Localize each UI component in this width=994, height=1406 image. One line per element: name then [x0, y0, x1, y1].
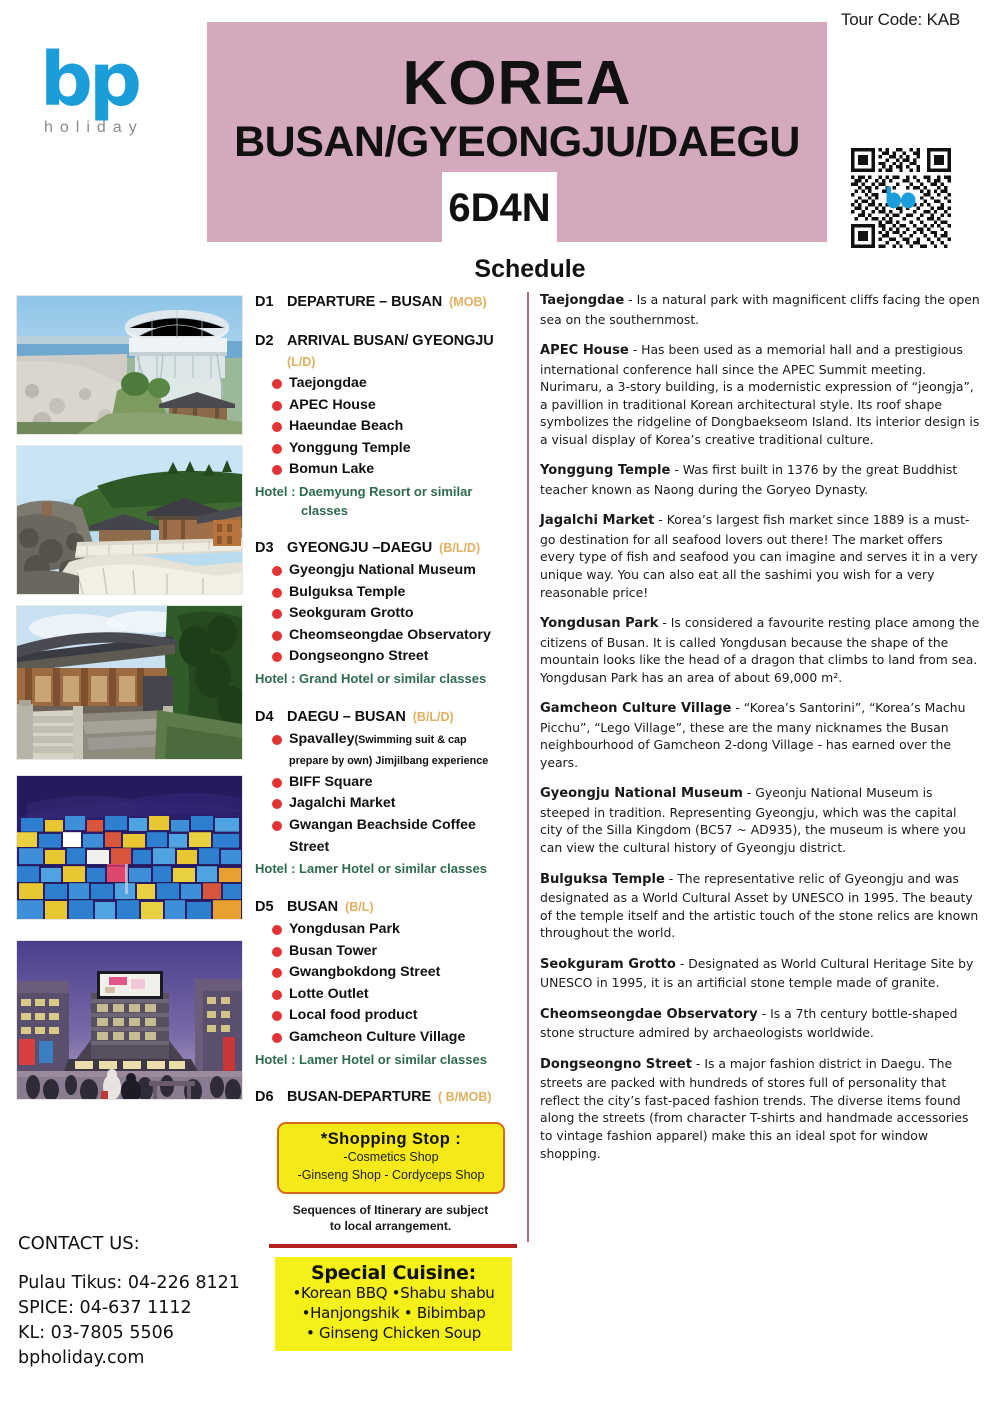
attraction-name: Cheomseongdae Observatory [540, 1006, 758, 1022]
list-item [255, 582, 520, 604]
bullet-icon [272, 1011, 282, 1021]
bullet-icon [272, 925, 282, 935]
description-item [540, 461, 980, 498]
bullet-icon [272, 566, 282, 576]
attraction-body: - Gyeonju National Museum is steeped in tradition. Representing Gyeongju, which was the capital city of the Silla Kingdom (BC57 ~ AD935), the museum is where you can view the cultural history of Gyeongju district. [540, 785, 966, 855]
schedule-heading [0, 255, 994, 284]
spot-label: Bomun Lake [289, 461, 375, 478]
bullet-icon [272, 799, 282, 809]
attraction-name: APEC House [540, 343, 629, 359]
list-item [255, 1005, 520, 1027]
bullet-icon [272, 990, 282, 1000]
attraction-body: - Korea’s largest fish market since 1889 is a must-go destination for all seafood lovers out there! The market offers every type of fish and seafood you can imagine and serves it in a very unique way. You can also eat all the sashimi you wish for a very reasonable price! [540, 512, 978, 600]
column-divider [527, 292, 529, 1242]
spacer [255, 881, 520, 897]
list-item [255, 459, 520, 481]
spot-label: Spavalley [289, 730, 355, 747]
itinerary-day-d1 [255, 292, 520, 313]
day-header [255, 1087, 520, 1108]
itinerary-day-d6 [255, 1087, 520, 1108]
contact-phone-pulau-tikus: Pulau Tikus: 04-226 8121 [18, 1273, 240, 1293]
photo-bulguksa-temple [16, 605, 243, 760]
spot-label: Dongseongno Street [289, 648, 429, 665]
day-meals-badge: (B/L/D) [412, 709, 454, 724]
spacer [255, 522, 520, 538]
attraction-body: - Is a 7th century bottle-shaped stone structure admired by archaeologists worldwide. [540, 1005, 958, 1041]
itinerary-column [255, 292, 520, 1351]
photo-yonggung-temple [16, 445, 243, 595]
itinerary-day-d2 [255, 331, 520, 520]
attraction-name: Seokguram Grotto [540, 956, 676, 972]
list-item [255, 941, 520, 963]
shopping-stop-title: *Shopping Stop : [320, 1130, 462, 1149]
bullet-icon [272, 379, 282, 389]
day-meals-badge: ( B/MOB) [438, 1090, 492, 1105]
list-item-continuation [255, 837, 520, 859]
bullet-icon [272, 778, 282, 788]
spot-label: Gyeongju National Museum [289, 561, 476, 578]
bullet-icon [272, 652, 282, 662]
bullet-icon [272, 631, 282, 641]
attraction-name: Yonggung Temple [540, 463, 671, 479]
contact-phone-spice: SPICE: 04-637 1112 [18, 1297, 192, 1318]
day-number: D5 [255, 899, 274, 916]
spot-label: Local food product [289, 1007, 418, 1024]
day-title: BUSAN-DEPARTURE [287, 1089, 432, 1106]
photo-gamcheon-culture-village [16, 775, 243, 920]
day-title: GYEONGJU –DAEGU [287, 539, 433, 556]
day-title: BUSAN [287, 899, 339, 916]
day-number: D4 [255, 708, 274, 725]
sequence-note-line-2: to local arrangement. [329, 1219, 452, 1234]
list-item [255, 438, 520, 460]
description-item [540, 1055, 980, 1162]
page-title: KOREA [402, 49, 632, 118]
attraction-body: - “Korea’s Santorini”, “Korea’s Machu Picchu”, “Lego Village”, these are the many nicknames the Busan neighbourhood of Gamcheon 2-dong Village - has earned over the years. [540, 700, 966, 770]
attraction-body: - Is a natural park with magnificent cliffs facing the open sea on the southernmost. [540, 292, 980, 327]
itinerary-day-d5 [255, 897, 520, 1069]
shopping-stop-line-2: -Ginseng Shop - Cordyceps Shop [297, 1168, 485, 1183]
contact-website[interactable]: bpholiday.com [18, 1347, 145, 1368]
duration-label: 6D4N [448, 185, 551, 230]
description-item [540, 511, 980, 601]
description-item [540, 870, 980, 942]
spot-label: Cheomseongdae Observatory [289, 626, 491, 643]
page-subtitle: BUSAN/GYEONGJU/DAEGU [234, 118, 800, 166]
attraction-name: Gyeongju National Museum [540, 786, 743, 802]
day-title: ARRIVAL BUSAN/ GYEONGJU [287, 333, 494, 350]
bullet-icon [272, 422, 282, 432]
spot-list [255, 560, 520, 668]
spot-label: Bulguksa Temple [289, 583, 406, 600]
list-item [255, 373, 520, 395]
sequence-note [263, 1202, 518, 1234]
bullet-icon [272, 968, 282, 978]
attraction-body: - The representative relic of Gyeongju and was designated as a World Cultural Asset by UNESCO in 1995. The beauty of the temple itself and the artistic touch of the stone relics are known throughout the world. [540, 870, 979, 941]
qr-code-icon [851, 148, 951, 248]
description-item [540, 699, 980, 771]
attraction-body: - Has been used as a memorial hall and a prestigious international conference hall since the APEC Summit meeting. Nurimaru, a 3-story building, is a modernistic expression of “jeongja”, a pavillion in traditional Korean architectural style. Its roof shape symbolizes the ridgeline of Dongbaekseom Island. Its interior design is a visual display of Korea’s creative traditional culture. [540, 342, 980, 447]
bullet-icon [272, 821, 282, 831]
spot-label: Gamcheon Culture Village [289, 1028, 466, 1045]
day-meals-badge: (L/D) [287, 355, 316, 370]
spot-label: Yonggung Temple [289, 439, 411, 456]
attraction-name: Gamcheon Culture Village [540, 701, 732, 717]
day-number: D3 [255, 539, 274, 556]
description-item [540, 291, 980, 328]
description-item [540, 614, 980, 686]
day-number: D6 [255, 1089, 274, 1106]
contact-block [18, 1230, 248, 1370]
spot-note-continued: prepare by own) Jimjilbang experience [289, 755, 489, 768]
duration-badge [442, 172, 557, 244]
spot-list [255, 919, 520, 1048]
contact-heading: CONTACT US: [18, 1233, 140, 1254]
spot-list [255, 373, 520, 481]
bullet-icon [272, 609, 282, 619]
bullet-icon [272, 465, 282, 475]
logo-tagline: holiday [44, 119, 144, 137]
company-logo [40, 37, 190, 165]
spot-label-continued: Street [289, 838, 330, 855]
logo-wordmark: bp [40, 37, 138, 123]
shopping-stop-box [277, 1122, 505, 1194]
attraction-name: Jagalchi Market [540, 513, 655, 529]
list-item [255, 815, 520, 837]
spot-label: Gwangbokdong Street [289, 964, 441, 981]
spot-label: Yongdusan Park [289, 921, 400, 938]
list-item [255, 729, 520, 751]
list-item [255, 416, 520, 438]
day-title: DEPARTURE – BUSAN [287, 294, 443, 310]
photo-busan-street-night [16, 940, 243, 1100]
list-item [255, 919, 520, 941]
list-item [255, 395, 520, 417]
day-meals-badge: (B/L) [345, 900, 374, 915]
description-item [540, 955, 980, 992]
contact-phone-kl: KL: 03-7805 5506 [18, 1322, 174, 1343]
hotel-line-continued: classes [301, 502, 348, 518]
day-header [255, 897, 520, 918]
spacer [255, 691, 520, 707]
hotel-line: Hotel : Lamer Hotel or similar classes [255, 1051, 487, 1067]
contact-lines [18, 1271, 248, 1370]
bullet-icon [272, 947, 282, 957]
day-number: D1 [255, 294, 274, 310]
special-cuisine-title: Special Cuisine: [311, 1262, 476, 1285]
spacer [255, 1071, 520, 1087]
hotel-line: Hotel : Grand Hotel or similar classes [255, 670, 487, 686]
hotel-line: Hotel : Daemyung Resort or similar [255, 483, 473, 499]
spot-list [255, 729, 520, 858]
attraction-body: - Is a major fashion district in Daegu. The streets are packed with hundreds of stores full of personality that reflect the city’s fast-paced fashion trends. The diverse items found along the streets (from character T-shirts and handmade accessories to vintage fashion apparel) make this an ideal spot for window shopping. [540, 1055, 969, 1161]
list-item [255, 772, 520, 794]
spot-label: APEC House [289, 396, 376, 413]
section-divider-rule [269, 1244, 517, 1248]
attraction-name: Dongseongno Street [540, 1056, 692, 1072]
schedule-heading-label: Schedule [474, 255, 586, 283]
list-item [255, 793, 520, 815]
day-title: DAEGU – BUSAN [287, 708, 406, 725]
bullet-icon [272, 444, 282, 454]
spot-label: Jagalchi Market [289, 795, 396, 812]
spot-label: Seokguram Grotto [289, 605, 414, 622]
description-item [540, 341, 980, 448]
attraction-name: Bulguksa Temple [540, 871, 665, 887]
sequence-note-line-1: Sequences of Itinerary are subject [292, 1202, 489, 1217]
shopping-stop-line-1: -Cosmetics Shop [343, 1150, 439, 1165]
bullet-icon [272, 588, 282, 598]
tour-code-label: Tour Code: KAB [840, 10, 960, 29]
day-header [255, 707, 520, 728]
attraction-descriptions [540, 291, 980, 1175]
attraction-body: - Was first built in 1376 by the great Buddhist teacher known as Naong during the Goryeo Dynasty. [540, 462, 958, 497]
itinerary-day-d3 [255, 538, 520, 689]
attraction-body: - Is considered a favourite resting place among the citizens of Busan. It is called Yongdusan because the shape of the mountain looks like the head of a dragon that climbs to land from sea. Yongdusan Park has an area of about 69,000 m². [540, 615, 980, 685]
spacer [255, 315, 520, 331]
bullet-icon [272, 401, 282, 411]
day-header [255, 292, 520, 313]
spot-label: Lotte Outlet [289, 985, 369, 1002]
attraction-body: - Designated as World Cultural Heritage Site by UNESCO in 1995, it is an artificial stone temple made of granite. [540, 955, 974, 991]
hotel-line: Hotel : Lamer Hotel or similar classes [255, 861, 487, 877]
special-cuisine-row-3: • Ginseng Chicken Soup [306, 1324, 481, 1343]
special-cuisine-row-2: •Hanjongshik • Bibimbap [301, 1304, 486, 1323]
day-meals-badge: (MOB) [449, 295, 487, 309]
list-item [255, 625, 520, 647]
spot-label: Gwangan Beachside Coffee [289, 817, 476, 834]
attraction-name: Yongdusan Park [540, 616, 659, 632]
spot-note: (Swimming suit & cap [354, 733, 467, 746]
spot-label: Haeundae Beach [289, 418, 404, 435]
list-item [255, 646, 520, 668]
special-cuisine-box [275, 1257, 512, 1351]
special-cuisine-row-1: •Korean BBQ •Shabu shabu [292, 1284, 495, 1303]
day-number: D2 [255, 333, 274, 350]
list-item [255, 1027, 520, 1049]
list-item [255, 984, 520, 1006]
list-item [255, 560, 520, 582]
spot-label: Taejongdae [289, 375, 367, 392]
description-item [540, 1005, 980, 1042]
itinerary-day-d4 [255, 707, 520, 879]
attraction-name: Taejongdae [540, 293, 625, 308]
description-item [540, 784, 980, 856]
photo-apec-house-haeundae [16, 295, 243, 435]
list-item [255, 962, 520, 984]
bullet-icon [272, 735, 282, 745]
list-item-continuation [255, 750, 520, 772]
bullet-icon [272, 1033, 282, 1043]
day-header [255, 331, 520, 352]
spot-label: Busan Tower [289, 942, 378, 959]
day-header [255, 538, 520, 559]
list-item [255, 603, 520, 625]
spot-label: BIFF Square [289, 773, 373, 790]
day-meals-badge: (B/L/D) [439, 540, 481, 555]
